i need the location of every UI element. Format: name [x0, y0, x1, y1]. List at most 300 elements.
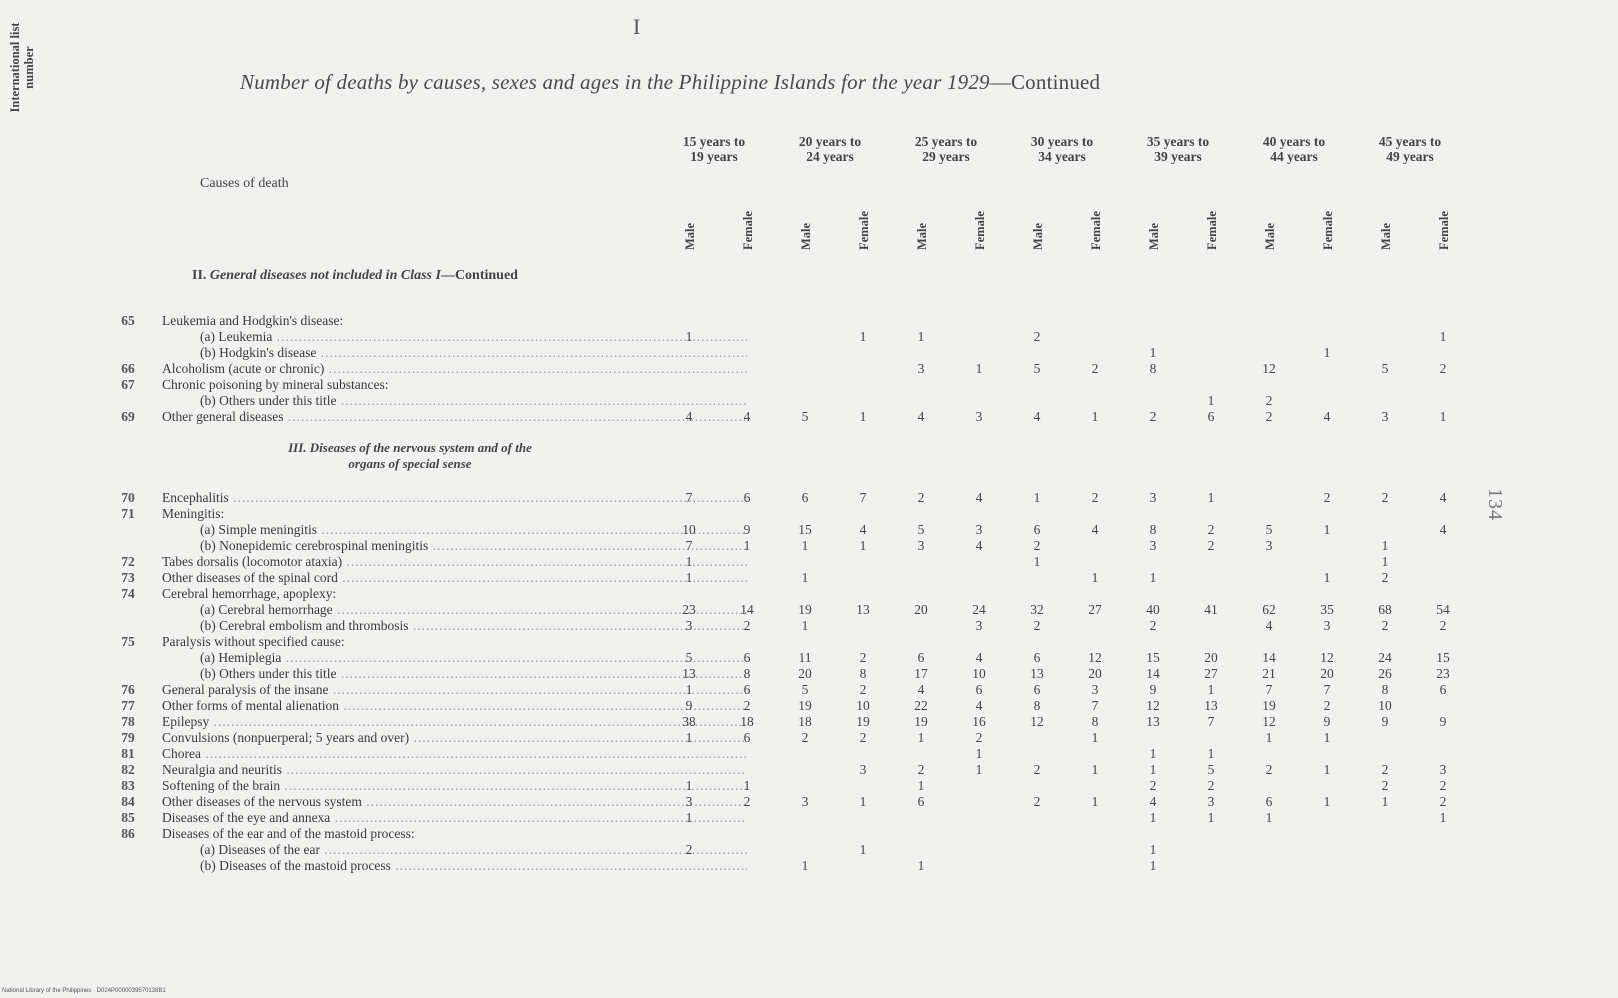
- female-count-cell: 2: [743, 794, 751, 809]
- female-count-cell: 2: [1207, 778, 1215, 793]
- female-count-cell: 2: [1439, 794, 1447, 809]
- male-column-header: Male: [683, 222, 697, 250]
- male-count-cell: 3: [801, 794, 809, 809]
- intl-list-number: 72: [121, 554, 135, 569]
- male-count-cell: 5: [1265, 522, 1273, 537]
- female-count-cell: 1: [1323, 762, 1331, 777]
- cause-label: Cerebral hemorrhage, apoplexy:: [162, 586, 337, 601]
- male-count-cell: 2: [1149, 778, 1157, 793]
- intl-list-number: 79: [121, 730, 135, 745]
- male-count-cell: 4: [1033, 409, 1041, 424]
- female-column-header: Female: [1321, 211, 1335, 250]
- female-column-header: Female: [1437, 211, 1451, 250]
- cause-label: Convulsions (nonpuerperal; 5 years and over) .....: [162, 730, 747, 746]
- male-count-cell: 9: [1381, 714, 1389, 729]
- male-count-cell: 3: [1149, 490, 1157, 505]
- female-count-cell: 1: [1207, 682, 1215, 697]
- male-count-cell: 12: [1030, 714, 1044, 729]
- female-count-cell: 1: [1091, 794, 1099, 809]
- female-count-cell: 41: [1204, 602, 1218, 617]
- male-count-cell: 1: [1149, 746, 1157, 761]
- male-column-header: Male: [1031, 222, 1045, 250]
- male-count-cell: 2: [801, 730, 809, 745]
- male-count-cell: 3: [917, 361, 925, 376]
- male-count-cell: 5: [917, 522, 925, 537]
- male-count-cell: 1: [1381, 554, 1389, 569]
- male-count-cell: 2: [1381, 778, 1389, 793]
- cause-label: (a) Leukemia .....: [162, 329, 747, 345]
- male-count-cell: 2: [1381, 762, 1389, 777]
- female-count-cell: 1: [1207, 393, 1215, 408]
- intl-list-number: 85: [121, 810, 135, 825]
- female-count-cell: 4: [975, 490, 983, 505]
- male-count-cell: 2: [1381, 618, 1389, 633]
- male-count-cell: 1: [801, 570, 809, 585]
- age-group-header: 35 years to 39 years: [1146, 134, 1210, 164]
- cause-label: (a) Simple meningitis .....: [162, 522, 747, 538]
- male-count-cell: 6: [917, 794, 925, 809]
- page-mark: I: [633, 14, 641, 39]
- female-count-cell: 2: [975, 730, 983, 745]
- female-count-cell: 4: [1439, 522, 1447, 537]
- male-count-cell: 5: [801, 409, 809, 424]
- male-count-cell: 12: [1262, 714, 1276, 729]
- title-main: Number of deaths by causes, sexes and ages in the Philippine Islands for the year 1929: [240, 70, 990, 94]
- male-count-cell: 1: [685, 730, 693, 745]
- cause-label: Diseases of the eye and annexa .....: [162, 810, 747, 826]
- male-count-cell: 2: [1381, 490, 1389, 505]
- male-count-cell: 1: [685, 329, 693, 344]
- cause-label: (a) Cerebral hemorrhage .....: [162, 602, 747, 618]
- male-count-cell: 2: [917, 762, 925, 777]
- male-count-cell: 2: [1149, 409, 1157, 424]
- cause-label: (b) Cerebral embolism and thrombosis .....: [162, 618, 747, 634]
- cause-label: Encephalitis .....: [162, 490, 747, 506]
- male-count-cell: 4: [1149, 794, 1157, 809]
- female-count-cell: 7: [859, 490, 867, 505]
- intl-list-number: 83: [121, 778, 135, 793]
- intl-list-number: 74: [121, 586, 135, 601]
- male-count-cell: 1: [1381, 794, 1389, 809]
- female-count-cell: 20: [1320, 666, 1334, 681]
- female-count-cell: 1: [743, 538, 751, 553]
- female-column-header: Female: [1089, 211, 1103, 250]
- male-count-cell: 4: [917, 682, 925, 697]
- male-count-cell: 12: [1146, 698, 1160, 713]
- male-count-cell: 26: [1378, 666, 1392, 681]
- male-count-cell: 21: [1262, 666, 1276, 681]
- female-count-cell: 1: [1323, 730, 1331, 745]
- male-count-cell: 8: [1381, 682, 1389, 697]
- page-number: 134: [1484, 488, 1506, 521]
- causes-header: Causes of death: [200, 176, 289, 191]
- male-count-cell: 1: [1149, 858, 1157, 873]
- male-count-cell: 3: [1265, 538, 1273, 553]
- male-count-cell: 10: [682, 522, 696, 537]
- male-count-cell: 62: [1262, 602, 1276, 617]
- male-count-cell: 6: [801, 490, 809, 505]
- male-count-cell: 6: [1033, 682, 1041, 697]
- male-count-cell: 1: [1149, 810, 1157, 825]
- female-count-cell: 4: [1091, 522, 1099, 537]
- cause-label: (a) Hemiplegia .....: [162, 650, 747, 666]
- cause-label: (b) Others under this title .....: [162, 666, 747, 682]
- female-count-cell: 1: [1439, 329, 1447, 344]
- male-count-cell: 2: [1033, 618, 1041, 633]
- cause-label: (b) Diseases of the mastoid process .....: [162, 858, 747, 874]
- female-count-cell: 4: [975, 538, 983, 553]
- male-count-cell: 6: [917, 650, 925, 665]
- male-count-cell: 3: [685, 794, 693, 809]
- male-count-cell: 7: [685, 538, 693, 553]
- male-count-cell: 24: [1378, 650, 1392, 665]
- intl-list-number: 86: [121, 826, 135, 841]
- male-count-cell: 40: [1146, 602, 1160, 617]
- female-count-cell: 1: [743, 778, 751, 793]
- male-count-cell: 5: [1381, 361, 1389, 376]
- male-column-header: Male: [799, 222, 813, 250]
- male-count-cell: 1: [1381, 538, 1389, 553]
- female-count-cell: 1: [1323, 345, 1331, 360]
- female-column-header: Female: [1205, 211, 1219, 250]
- male-count-cell: 5: [1033, 361, 1041, 376]
- male-column-header: Male: [1379, 222, 1393, 250]
- female-count-cell: 3: [1439, 762, 1447, 777]
- male-count-cell: 15: [798, 522, 812, 537]
- female-count-cell: 4: [975, 650, 983, 665]
- male-count-cell: 20: [914, 602, 928, 617]
- female-count-cell: 4: [1439, 490, 1447, 505]
- male-count-cell: 9: [685, 698, 693, 713]
- section-3-line1: III. Diseases of the nervous system and of the: [288, 440, 532, 455]
- female-count-cell: 4: [975, 698, 983, 713]
- male-count-cell: 11: [798, 650, 812, 665]
- female-count-cell: 2: [1439, 618, 1447, 633]
- female-count-cell: 2: [859, 682, 867, 697]
- female-count-cell: 7: [1323, 682, 1331, 697]
- male-count-cell: 3: [917, 538, 925, 553]
- intl-list-header: International list number: [8, 22, 36, 113]
- intl-list-number: 73: [121, 570, 135, 585]
- female-count-cell: 9: [743, 522, 751, 537]
- female-count-cell: 1: [1091, 762, 1099, 777]
- female-count-cell: 1: [1207, 490, 1215, 505]
- cause-label: Chronic poisoning by mineral substances:: [162, 377, 389, 392]
- female-count-cell: 1: [1091, 409, 1099, 424]
- female-count-cell: 13: [856, 602, 870, 617]
- female-count-cell: 2: [1439, 361, 1447, 376]
- male-count-cell: 2: [1033, 794, 1041, 809]
- male-count-cell: 1: [801, 618, 809, 633]
- female-count-cell: 1: [859, 538, 867, 553]
- female-count-cell: 14: [740, 602, 754, 617]
- male-column-header: Male: [915, 222, 929, 250]
- age-group-header: 30 years to 34 years: [1030, 134, 1094, 164]
- female-count-cell: 6: [743, 650, 751, 665]
- cause-label: (a) Diseases of the ear .....: [162, 842, 747, 858]
- female-count-cell: 35: [1320, 602, 1334, 617]
- female-count-cell: 2: [859, 650, 867, 665]
- intl-list-number: 81: [121, 746, 135, 761]
- male-count-cell: 1: [917, 778, 925, 793]
- female-count-cell: 3: [975, 409, 983, 424]
- male-count-cell: 1: [685, 810, 693, 825]
- female-count-cell: 1: [975, 746, 983, 761]
- female-count-cell: 10: [972, 666, 986, 681]
- intl-list-number: 71: [121, 506, 135, 521]
- intl-list-number: 66: [121, 361, 135, 376]
- female-count-cell: 8: [1091, 714, 1099, 729]
- male-count-cell: 5: [801, 682, 809, 697]
- male-count-cell: 23: [682, 602, 696, 617]
- male-count-cell: 20: [798, 666, 812, 681]
- male-count-cell: 1: [917, 858, 925, 873]
- female-count-cell: 20: [1088, 666, 1102, 681]
- male-count-cell: 14: [1262, 650, 1276, 665]
- age-group-header: 45 years to 49 years: [1378, 134, 1442, 164]
- male-count-cell: 9: [1149, 682, 1157, 697]
- male-count-cell: 15: [1146, 650, 1160, 665]
- female-count-cell: 6: [743, 682, 751, 697]
- male-count-cell: 1: [685, 778, 693, 793]
- male-count-cell: 4: [685, 409, 693, 424]
- male-count-cell: 4: [917, 409, 925, 424]
- female-count-cell: 4: [859, 522, 867, 537]
- female-count-cell: 1: [975, 361, 983, 376]
- female-count-cell: 9: [1323, 714, 1331, 729]
- female-column-header: Female: [973, 211, 987, 250]
- intl-list-number: 70: [121, 490, 135, 505]
- male-column-header: Male: [1147, 222, 1161, 250]
- female-count-cell: 9: [1439, 714, 1447, 729]
- female-count-cell: 2: [1323, 698, 1331, 713]
- male-count-cell: 2: [1265, 409, 1273, 424]
- cause-label: Other forms of mental alienation .....: [162, 698, 747, 714]
- female-count-cell: 20: [1204, 650, 1218, 665]
- female-count-cell: 1: [1323, 794, 1331, 809]
- section-2-cont: —Continued: [440, 268, 518, 283]
- cause-label: Softening of the brain .....: [162, 778, 747, 794]
- intl-list-number: 76: [121, 682, 135, 697]
- male-count-cell: 1: [1033, 554, 1041, 569]
- male-count-cell: 13: [682, 666, 696, 681]
- male-count-cell: 1: [685, 682, 693, 697]
- male-count-cell: 13: [1146, 714, 1160, 729]
- male-count-cell: 10: [1378, 698, 1392, 713]
- female-count-cell: 15: [1436, 650, 1450, 665]
- female-count-cell: 1: [859, 842, 867, 857]
- cause-label: Tabes dorsalis (locomotor ataxia) .....: [162, 554, 747, 570]
- female-count-cell: 2: [743, 618, 751, 633]
- female-count-cell: 13: [1204, 698, 1218, 713]
- cause-label: Neuralgia and neuritis .....: [162, 762, 747, 778]
- male-count-cell: 2: [917, 490, 925, 505]
- male-count-cell: 6: [1265, 794, 1273, 809]
- cause-label: Epilepsy .....: [162, 714, 747, 730]
- female-count-cell: 2: [1207, 538, 1215, 553]
- female-count-cell: 6: [1439, 682, 1447, 697]
- male-count-cell: 38: [682, 714, 696, 729]
- cause-label: (b) Nonepidemic cerebrospinal meningitis .....: [162, 538, 747, 554]
- male-column-header: Male: [1263, 222, 1277, 250]
- male-count-cell: 8: [1149, 361, 1157, 376]
- male-count-cell: 1: [1149, 345, 1157, 360]
- male-count-cell: 1: [801, 858, 809, 873]
- male-count-cell: 1: [917, 329, 925, 344]
- cause-label: General paralysis of the insane .....: [162, 682, 747, 698]
- intl-list-number: 82: [121, 762, 135, 777]
- female-count-cell: 3: [1323, 618, 1331, 633]
- male-count-cell: 7: [1265, 682, 1273, 697]
- male-count-cell: 1: [1149, 842, 1157, 857]
- female-count-cell: 4: [1323, 409, 1331, 424]
- male-count-cell: 2: [1149, 618, 1157, 633]
- cause-label: Other diseases of the nervous system .....: [162, 794, 747, 810]
- female-count-cell: 7: [1091, 698, 1099, 713]
- female-count-cell: 1: [859, 409, 867, 424]
- female-count-cell: 8: [743, 666, 751, 681]
- footer-caption: National Library of the Philippines · D024P0000039570138B1: [2, 988, 166, 994]
- male-count-cell: 1: [917, 730, 925, 745]
- female-count-cell: 3: [975, 618, 983, 633]
- male-count-cell: 1: [801, 538, 809, 553]
- female-count-cell: 1: [1323, 570, 1331, 585]
- female-count-cell: 2: [1439, 778, 1447, 793]
- male-count-cell: 32: [1030, 602, 1044, 617]
- male-count-cell: 1: [1033, 490, 1041, 505]
- female-count-cell: 1: [1091, 570, 1099, 585]
- female-count-cell: 4: [743, 409, 751, 424]
- male-count-cell: 1: [1265, 810, 1273, 825]
- page-title: [240, 70, 1360, 95]
- male-count-cell: 1: [1149, 570, 1157, 585]
- male-count-cell: 3: [685, 618, 693, 633]
- male-count-cell: 6: [1033, 650, 1041, 665]
- female-count-cell: 12: [1320, 650, 1334, 665]
- male-count-cell: 5: [685, 650, 693, 665]
- male-count-cell: 17: [914, 666, 928, 681]
- intl-list-number: 65: [121, 313, 135, 328]
- female-count-cell: 3: [1207, 794, 1215, 809]
- female-count-cell: 27: [1088, 602, 1102, 617]
- female-count-cell: 3: [1091, 682, 1099, 697]
- female-count-cell: 16: [972, 714, 986, 729]
- male-count-cell: 19: [914, 714, 928, 729]
- female-count-cell: 1: [1207, 746, 1215, 761]
- male-count-cell: 68: [1378, 602, 1392, 617]
- female-count-cell: 12: [1088, 650, 1102, 665]
- female-count-cell: 54: [1436, 602, 1450, 617]
- female-count-cell: 2: [1207, 522, 1215, 537]
- male-count-cell: 4: [1265, 618, 1273, 633]
- female-count-cell: 2: [1091, 490, 1099, 505]
- male-count-cell: 7: [685, 490, 693, 505]
- female-count-cell: 1: [1439, 409, 1447, 424]
- section-3-line2: organs of special sense: [348, 456, 472, 471]
- section-3-heading: [220, 440, 600, 472]
- age-group-header: 20 years to 24 years: [798, 134, 862, 164]
- female-count-cell: 1: [1323, 522, 1331, 537]
- cause-label: Other general diseases .....: [162, 409, 747, 425]
- female-column-header: Female: [741, 211, 755, 250]
- female-count-cell: 8: [859, 666, 867, 681]
- intl-list-number: 78: [121, 714, 135, 729]
- male-count-cell: 14: [1146, 666, 1160, 681]
- age-group-header: 15 years to 19 years: [682, 134, 746, 164]
- cause-label: (b) Others under this title .....: [162, 393, 747, 409]
- female-count-cell: 3: [859, 762, 867, 777]
- cause-label: (b) Hodgkin's disease .....: [162, 345, 747, 361]
- intl-list-number: 69: [121, 409, 135, 424]
- male-count-cell: 12: [1262, 361, 1276, 376]
- female-column-header: Female: [857, 211, 871, 250]
- female-count-cell: 1: [1207, 810, 1215, 825]
- male-count-cell: 22: [914, 698, 928, 713]
- intl-list-number: 75: [121, 634, 135, 649]
- male-count-cell: 2: [1265, 762, 1273, 777]
- female-count-cell: 5: [1207, 762, 1215, 777]
- section-2-roman: II.: [192, 268, 207, 283]
- female-count-cell: 3: [975, 522, 983, 537]
- female-count-cell: 7: [1207, 714, 1215, 729]
- female-count-cell: 1: [1091, 730, 1099, 745]
- male-count-cell: 2: [1033, 762, 1041, 777]
- age-group-header: 40 years to 44 years: [1262, 134, 1326, 164]
- male-count-cell: 8: [1033, 698, 1041, 713]
- cause-label: Meningitis:: [162, 506, 225, 521]
- female-count-cell: 1: [859, 329, 867, 344]
- female-count-cell: 23: [1436, 666, 1450, 681]
- age-group-header: 25 years to 29 years: [914, 134, 978, 164]
- intl-list-number: 67: [121, 377, 135, 392]
- cause-label: Paralysis without specified cause:: [162, 634, 345, 649]
- male-count-cell: 1: [685, 570, 693, 585]
- male-count-cell: 19: [798, 698, 812, 713]
- title-suffix: —Continued: [989, 70, 1101, 94]
- female-count-cell: 2: [743, 698, 751, 713]
- female-count-cell: 2: [859, 730, 867, 745]
- cause-label: Chorea .....: [162, 746, 747, 762]
- cause-label: Leukemia and Hodgkin's disease:: [162, 313, 344, 328]
- male-count-cell: 2: [1033, 329, 1041, 344]
- male-count-cell: 13: [1030, 666, 1044, 681]
- male-count-cell: 3: [1149, 538, 1157, 553]
- male-count-cell: 6: [1033, 522, 1041, 537]
- female-count-cell: 10: [856, 698, 870, 713]
- male-count-cell: 1: [685, 554, 693, 569]
- male-count-cell: 1: [1149, 762, 1157, 777]
- cause-label: Alcoholism (acute or chronic) .....: [162, 361, 747, 377]
- male-count-cell: 1: [1265, 730, 1273, 745]
- intl-list-number: 84: [121, 794, 135, 809]
- female-count-cell: 18: [740, 714, 754, 729]
- female-count-cell: 2: [1091, 361, 1099, 376]
- male-count-cell: 18: [798, 714, 812, 729]
- male-count-cell: 8: [1149, 522, 1157, 537]
- female-count-cell: 1: [859, 794, 867, 809]
- female-count-cell: 19: [856, 714, 870, 729]
- female-count-cell: 6: [1207, 409, 1215, 424]
- female-count-cell: 1: [1439, 810, 1447, 825]
- male-count-cell: 2: [1265, 393, 1273, 408]
- cause-label: Diseases of the ear and of the mastoid process:: [162, 826, 415, 841]
- male-count-cell: 2: [1033, 538, 1041, 553]
- female-count-cell: 6: [743, 490, 751, 505]
- female-count-cell: 2: [1323, 490, 1331, 505]
- male-count-cell: 19: [798, 602, 812, 617]
- female-count-cell: 1: [975, 762, 983, 777]
- intl-list-number: 77: [121, 698, 135, 713]
